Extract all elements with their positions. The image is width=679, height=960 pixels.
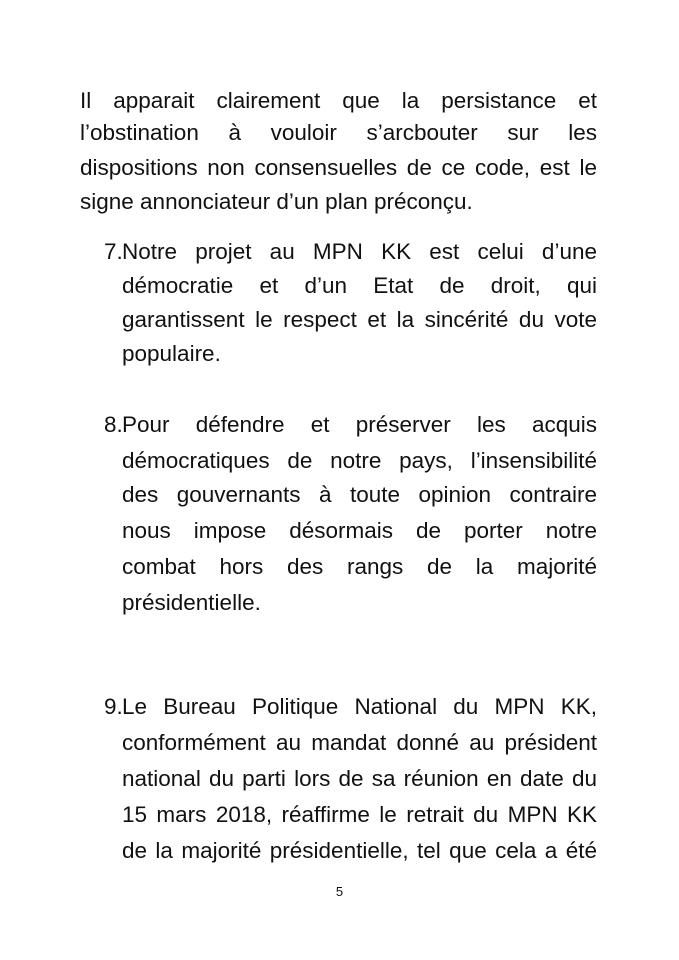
- list-item-number: 7.: [104, 239, 123, 264]
- list-item-line: présidentielle.: [122, 590, 261, 615]
- list-item-line: 15 mars 2018, réaffirme le retrait du MPN KK: [122, 802, 597, 827]
- list-item-line: garantissent le respect et la sincérité du vote: [122, 307, 597, 332]
- list-item-line: nous impose désormais de porter notre: [122, 518, 597, 543]
- list-item-line: Notre projet au MPN KK est celui d’une: [122, 239, 597, 264]
- list-item-line: combat hors des rangs de la majorité: [122, 554, 597, 579]
- list-item-line: populaire.: [122, 341, 221, 366]
- list-item-line: Pour défendre et préserver les acquis: [122, 412, 597, 437]
- list-item-line: conformément au mandat donné au président: [122, 730, 597, 755]
- page-number: 5: [335, 884, 344, 899]
- list-item-number: 8.: [104, 412, 123, 437]
- list-item-line: démocratie et d’un Etat de droit, qui: [122, 273, 597, 298]
- intro-line-3: dispositions non consensuelles de ce code, est le: [80, 155, 597, 180]
- list-item-number: 9.: [104, 694, 123, 719]
- list-item-line: des gouvernants à toute opinion contraire: [122, 482, 597, 507]
- intro-line-4: signe annonciateur d’un plan préconçu.: [80, 189, 473, 214]
- list-item-line: Le Bureau Politique National du MPN KK,: [122, 694, 597, 719]
- intro-line-1: Il apparait clairement que la persistance et: [80, 88, 597, 113]
- list-item-line: de la majorité présidentielle, tel que cela a été: [122, 838, 597, 863]
- intro-line-2: l’obstination à vouloir s’arcbouter sur les: [80, 120, 597, 145]
- list-item-line: national du parti lors de sa réunion en date du: [122, 766, 597, 791]
- list-item-line: démocratiques de notre pays, l’insensibilité: [122, 448, 597, 473]
